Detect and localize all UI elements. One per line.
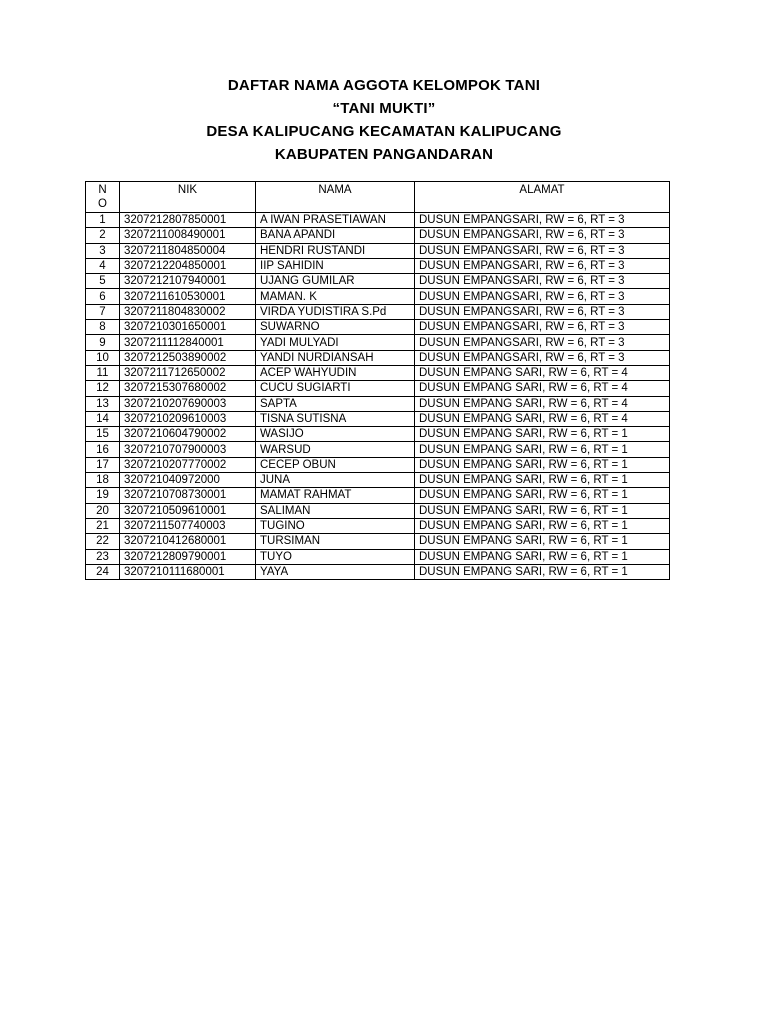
cell-alamat: DUSUN EMPANGSARI, RW = 6, RT = 3 bbox=[415, 350, 670, 365]
cell-no: 2 bbox=[86, 228, 120, 243]
table-row bbox=[86, 473, 670, 488]
cell-nama: BANA APANDI bbox=[256, 228, 415, 243]
cell-alamat: DUSUN EMPANG SARI, RW = 6, RT = 4 bbox=[415, 365, 670, 380]
table-row bbox=[86, 289, 670, 304]
header-no-line2: O bbox=[98, 198, 107, 210]
cell-nik: 320721040972000 bbox=[120, 473, 256, 488]
cell-alamat: DUSUN EMPANG SARI, RW = 6, RT = 4 bbox=[415, 381, 670, 396]
cell-no: 16 bbox=[86, 442, 120, 457]
cell-alamat: DUSUN EMPANG SARI, RW = 6, RT = 1 bbox=[415, 549, 670, 564]
cell-nama: MAMAN. K bbox=[256, 289, 415, 304]
cell-nama: SUWARNO bbox=[256, 320, 415, 335]
cell-nama: ACEP WAHYUDIN bbox=[256, 365, 415, 380]
cell-no: 6 bbox=[86, 289, 120, 304]
cell-nama: SAPTA bbox=[256, 396, 415, 411]
cell-alamat: DUSUN EMPANG SARI, RW = 6, RT = 1 bbox=[415, 457, 670, 472]
title-line-1: DAFTAR NAMA AGGOTA KELOMPOK TANI bbox=[227, 77, 541, 94]
cell-no: 8 bbox=[86, 320, 120, 335]
cell-alamat: DUSUN EMPANG SARI, RW = 6, RT = 1 bbox=[415, 503, 670, 518]
cell-nik: 3207210209610003 bbox=[120, 411, 256, 426]
cell-nik: 3207212503890002 bbox=[120, 350, 256, 365]
cell-nama: VIRDA YUDISTIRA S.Pd bbox=[256, 304, 415, 319]
cell-alamat: DUSUN EMPANGSARI, RW = 6, RT = 3 bbox=[415, 228, 670, 243]
cell-nama: YADI MULYADI bbox=[256, 335, 415, 350]
cell-alamat: DUSUN EMPANGSARI, RW = 6, RT = 3 bbox=[415, 258, 670, 273]
table-row bbox=[86, 457, 670, 472]
cell-nik: 3207212809790001 bbox=[120, 549, 256, 564]
member-table bbox=[85, 181, 670, 580]
cell-alamat: DUSUN EMPANG SARI, RW = 6, RT = 1 bbox=[415, 518, 670, 533]
table-row bbox=[86, 488, 670, 503]
cell-alamat: DUSUN EMPANGSARI, RW = 6, RT = 3 bbox=[415, 335, 670, 350]
table-row bbox=[86, 427, 670, 442]
cell-no: 17 bbox=[86, 457, 120, 472]
table-row bbox=[86, 304, 670, 319]
cell-no: 3 bbox=[86, 243, 120, 258]
cell-nik: 3207211008490001 bbox=[120, 228, 256, 243]
cell-no: 10 bbox=[86, 350, 120, 365]
table-row bbox=[86, 274, 670, 289]
cell-nama: UJANG GUMILAR bbox=[256, 274, 415, 289]
cell-nama: JUNA bbox=[256, 473, 415, 488]
cell-no: 18 bbox=[86, 473, 120, 488]
cell-nik: 3207211112840001 bbox=[120, 335, 256, 350]
cell-nik: 3207210708730001 bbox=[120, 488, 256, 503]
cell-nama: TUYO bbox=[256, 549, 415, 564]
cell-alamat: DUSUN EMPANG SARI, RW = 6, RT = 1 bbox=[415, 534, 670, 549]
header-no-line1: N bbox=[98, 184, 107, 196]
table-row bbox=[86, 534, 670, 549]
cell-nama: IIP SAHIDIN bbox=[256, 258, 415, 273]
table-row bbox=[86, 411, 670, 426]
table-row bbox=[86, 258, 670, 273]
header-alamat: ALAMAT bbox=[415, 182, 670, 213]
cell-nik: 3207210509610001 bbox=[120, 503, 256, 518]
table-row bbox=[86, 381, 670, 396]
cell-nik: 3207211610530001 bbox=[120, 289, 256, 304]
title-line-4: KABUPATEN PANGANDARAN bbox=[274, 146, 494, 163]
cell-nik: 3207210207690003 bbox=[120, 396, 256, 411]
cell-nama: HENDRI RUSTANDI bbox=[256, 243, 415, 258]
cell-nik: 3207211507740003 bbox=[120, 518, 256, 533]
cell-no: 22 bbox=[86, 534, 120, 549]
cell-no: 20 bbox=[86, 503, 120, 518]
cell-alamat: DUSUN EMPANG SARI, RW = 6, RT = 4 bbox=[415, 396, 670, 411]
table-row bbox=[86, 518, 670, 533]
cell-nik: 3207211804830002 bbox=[120, 304, 256, 319]
cell-no: 5 bbox=[86, 274, 120, 289]
cell-nik: 3207211804850004 bbox=[120, 243, 256, 258]
cell-no: 21 bbox=[86, 518, 120, 533]
header-no bbox=[86, 182, 120, 213]
table-row bbox=[86, 564, 670, 579]
cell-no: 13 bbox=[86, 396, 120, 411]
cell-no: 23 bbox=[86, 549, 120, 564]
table-row bbox=[86, 213, 670, 228]
table-row bbox=[86, 335, 670, 350]
cell-nik: 3207211712650002 bbox=[120, 365, 256, 380]
table-row bbox=[86, 365, 670, 380]
table-row bbox=[86, 228, 670, 243]
cell-nama: YAYA bbox=[256, 564, 415, 579]
cell-no: 12 bbox=[86, 381, 120, 396]
header-nama: NAMA bbox=[256, 182, 415, 213]
cell-no: 4 bbox=[86, 258, 120, 273]
cell-alamat: DUSUN EMPANG SARI, RW = 6, RT = 1 bbox=[415, 564, 670, 579]
cell-no: 7 bbox=[86, 304, 120, 319]
cell-nik: 3207215307680002 bbox=[120, 381, 256, 396]
cell-nik: 3207212107940001 bbox=[120, 274, 256, 289]
cell-no: 11 bbox=[86, 365, 120, 380]
document-heading bbox=[0, 74, 768, 166]
cell-nama: TISNA SUTISNA bbox=[256, 411, 415, 426]
cell-no: 19 bbox=[86, 488, 120, 503]
cell-no: 14 bbox=[86, 411, 120, 426]
table-row bbox=[86, 350, 670, 365]
cell-nama: CUCU SUGIARTI bbox=[256, 381, 415, 396]
cell-alamat: DUSUN EMPANG SARI, RW = 6, RT = 4 bbox=[415, 411, 670, 426]
cell-nama: A IWAN PRASETIAWAN bbox=[256, 213, 415, 228]
table-row bbox=[86, 442, 670, 457]
cell-nik: 3207212807850001 bbox=[120, 213, 256, 228]
cell-no: 15 bbox=[86, 427, 120, 442]
cell-alamat: DUSUN EMPANGSARI, RW = 6, RT = 3 bbox=[415, 320, 670, 335]
header-nik: NIK bbox=[120, 182, 256, 213]
cell-alamat: DUSUN EMPANGSARI, RW = 6, RT = 3 bbox=[415, 243, 670, 258]
cell-nama: WASIJO bbox=[256, 427, 415, 442]
cell-alamat: DUSUN EMPANGSARI, RW = 6, RT = 3 bbox=[415, 213, 670, 228]
cell-alamat: DUSUN EMPANGSARI, RW = 6, RT = 3 bbox=[415, 274, 670, 289]
cell-no: 24 bbox=[86, 564, 120, 579]
cell-nik: 3207210604790002 bbox=[120, 427, 256, 442]
cell-alamat: DUSUN EMPANGSARI, RW = 6, RT = 3 bbox=[415, 304, 670, 319]
cell-alamat: DUSUN EMPANG SARI, RW = 6, RT = 1 bbox=[415, 427, 670, 442]
cell-alamat: DUSUN EMPANG SARI, RW = 6, RT = 1 bbox=[415, 473, 670, 488]
table-header-row bbox=[86, 182, 670, 213]
cell-no: 9 bbox=[86, 335, 120, 350]
table-row bbox=[86, 320, 670, 335]
cell-nama: TURSIMAN bbox=[256, 534, 415, 549]
table-row bbox=[86, 549, 670, 564]
table-row bbox=[86, 396, 670, 411]
cell-nik: 3207210207770002 bbox=[120, 457, 256, 472]
cell-nik: 3207210111680001 bbox=[120, 564, 256, 579]
cell-nik: 3207210412680001 bbox=[120, 534, 256, 549]
cell-nik: 3207212204850001 bbox=[120, 258, 256, 273]
title-line-2: “TANI MUKTI” bbox=[332, 100, 436, 117]
cell-nik: 3207210707900003 bbox=[120, 442, 256, 457]
cell-nik: 3207210301650001 bbox=[120, 320, 256, 335]
cell-nama: CECEP OBUN bbox=[256, 457, 415, 472]
cell-nama: MAMAT RAHMAT bbox=[256, 488, 415, 503]
cell-alamat: DUSUN EMPANGSARI, RW = 6, RT = 3 bbox=[415, 289, 670, 304]
cell-nama: TUGINO bbox=[256, 518, 415, 533]
cell-nama: SALIMAN bbox=[256, 503, 415, 518]
table-row bbox=[86, 243, 670, 258]
cell-alamat: DUSUN EMPANG SARI, RW = 6, RT = 1 bbox=[415, 442, 670, 457]
title-line-3: DESA KALIPUCANG KECAMATAN KALIPUCANG bbox=[206, 123, 562, 140]
table-row bbox=[86, 503, 670, 518]
cell-alamat: DUSUN EMPANG SARI, RW = 6, RT = 1 bbox=[415, 488, 670, 503]
cell-nama: WARSUD bbox=[256, 442, 415, 457]
cell-no: 1 bbox=[86, 213, 120, 228]
cell-nama: YANDI NURDIANSAH bbox=[256, 350, 415, 365]
